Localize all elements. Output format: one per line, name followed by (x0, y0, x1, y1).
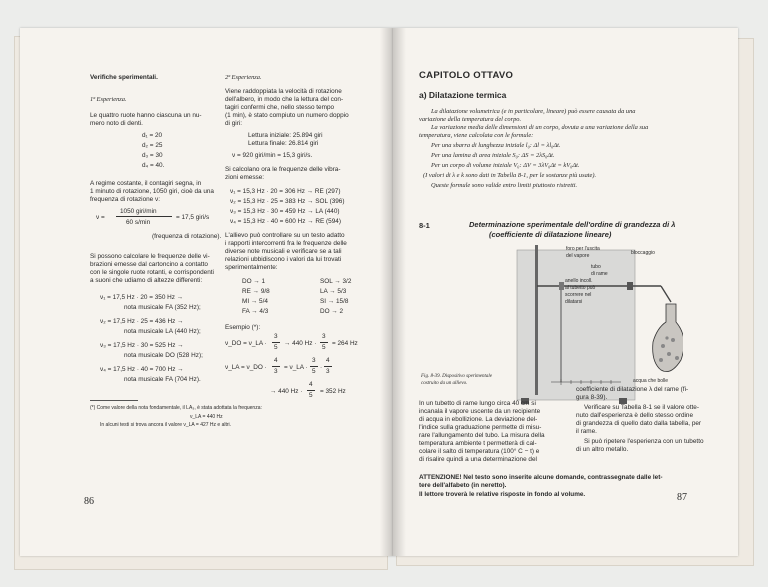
label-bloccaggio: bloccaggio (631, 250, 655, 256)
body-right-7: di un altro metallo. (576, 446, 629, 453)
attention-0: ATTENZIONE! Nel testo sono inserite alcune domande, contrassegnate dalle let- (419, 474, 663, 481)
label-anello-2: al tubetto può (565, 285, 596, 291)
vib-3: a suoni che udiamo di altezze differenti: (90, 277, 203, 284)
exp-title: Determinazione sperimentale dell'ordine di grandezza di λ (469, 220, 676, 229)
teeth-3: d₃ = 30 (142, 152, 163, 159)
vib-0: Si possono calcolare le frequenze delle vi- (90, 253, 210, 260)
label-anello: anello incoll. (565, 278, 593, 284)
ex1-f1-den: 5 (274, 344, 278, 351)
exp-number: 8-1 (419, 221, 430, 230)
para-5: Per una lamina di area iniziale S₀: ΔS = 2λS₀Δt. (431, 152, 555, 159)
body-left-6: colare il salto di temperatura (100° C − t) e (419, 448, 540, 455)
para-7: (I valori di λ e k sono dati in Tabella 8-1, per le sostanze più usate). (423, 172, 597, 179)
freq-3-note: nota musicale DO (528 Hz); (124, 352, 203, 359)
para-6: Per un corpo di volume iniziale V₀: ΔV = 3λV₀Δt = kV₀Δt. (431, 162, 580, 169)
ratio-l-1: DO → 1 (242, 278, 266, 285)
ex2-f1-bar (272, 366, 280, 367)
ex1-f2-num: 3 (322, 333, 326, 340)
ratio-l-2: RE → 9/8 (242, 288, 270, 295)
ex2-f3-num: 4 (326, 357, 330, 364)
allievo-2: diverse note musicali e verificare se a tali (225, 248, 342, 255)
footnote-2: In alcuni testi si trova ancora il valore ν_LA = 427 Hz e altri. (100, 422, 232, 428)
freq2-4: ν₄ = 15,3 Hz · 40 = 600 Hz → RE (594) (230, 218, 341, 225)
page-number-right: 87 (677, 492, 687, 503)
ex2-f2-den: 5 (312, 368, 316, 375)
para-1: variazione della temperatura del corpo. (419, 116, 522, 123)
right-page (393, 28, 738, 556)
body-right-4: di grandezza di quello dato dalla tabella, per (576, 420, 702, 427)
ring (559, 282, 564, 290)
exp2-text-4: di giri: (225, 120, 243, 127)
ex2-f3-den: 3 (326, 368, 330, 375)
body-left-5: temperatura ambiente t permetterà di cal- (419, 440, 537, 447)
esempio-label: Esempio (*): (225, 324, 261, 331)
ratio-r-2: LA → 5/3 (320, 288, 347, 295)
lettura-finale: Lettura finale: 26.814 giri (248, 140, 319, 147)
teeth-2: d₂ = 25 (142, 142, 163, 149)
verifiche-heading: Verifiche sperimentali. (90, 74, 158, 81)
body-right-2: Verificare su Tabella 8-1 se il valore otte- (584, 404, 699, 411)
exp1-title: 1ª Esperienza. (90, 96, 127, 103)
freq2-2: ν₂ = 15,3 Hz · 25 = 383 Hz → SOL (396) (230, 198, 345, 205)
para-2: La variazione media delle dimensioni di un corpo, dovuta a una variazione della sua (431, 124, 649, 131)
body-right-5: il rame. (576, 428, 597, 435)
ex2-f1-den: 3 (274, 368, 278, 375)
chapter-title: CAPITOLO OTTAVO (419, 70, 514, 81)
ex2-mid: = ν_LA · (284, 364, 308, 371)
label-foro: foro per l'uscita (566, 246, 600, 252)
ex2-f3-bar (324, 366, 332, 367)
para-4: Per una sbarra di lunghezza iniziale l₀: Δl = λl₀Δt. (431, 142, 561, 149)
clamp (627, 282, 633, 290)
allievo-1: i rapporti intercorrenti fra le frequenze delle (225, 240, 347, 247)
exp2-text-2: tagiri confermi che, nello stesso tempo (225, 104, 335, 111)
exp2-text-3: (1 min), è stato compiuto un numero doppio (225, 112, 349, 119)
ratio-l-4: FA → 4/3 (242, 308, 269, 315)
ex3-f-bar (307, 390, 315, 391)
freq-2-note: nota musicale LA (440 Hz); (124, 328, 201, 335)
ex1-lhs: ν_DO = ν_LA · (225, 340, 267, 347)
formula-den: 60 s/min (126, 219, 151, 226)
lettura-iniziale: Lettura iniziale: 25.894 giri (248, 132, 323, 139)
body-left-2: di acqua in ebollizione. La deviazione del- (419, 416, 538, 423)
calc-0: Si calcolano ora le frequenze delle vibra- (225, 166, 341, 173)
section-title: a) Dilatazione termica (419, 90, 507, 100)
calc-1: zioni emesse: (225, 174, 265, 181)
body-left-4: rare l'allungamento del tubo. La misura della (419, 432, 545, 439)
board (517, 250, 635, 400)
formula-num: 1050 giri/min (120, 208, 157, 215)
ex2-f2-num: 3 (312, 357, 316, 364)
ex1-res: = 264 Hz (332, 340, 358, 347)
freq-1-note: nota musicale FA (352 Hz); (124, 304, 201, 311)
footnote-rule (90, 400, 138, 401)
ex3-res: = 352 Hz (320, 388, 346, 395)
para-3: temperatura, viene calcolata con le formule: (419, 132, 534, 139)
label-tubo: tubo (591, 264, 601, 270)
footnote-eq: ν_LA = 440 Hz (190, 414, 223, 420)
allievo-3: relazioni ubbidiscono i valori da lui trovati (225, 256, 342, 263)
ex3-f-num: 4 (309, 381, 313, 388)
vib-1: brazioni emesse dal cartoncino a contatto (90, 261, 208, 268)
body-left-1: incanala il vapore uscente da un recipiente (419, 408, 541, 415)
fig-caption-1: costruito da un allievo. (421, 381, 468, 386)
freq-4-note: nota musicale FA (704 Hz). (124, 376, 201, 383)
formula-rhs: = 17,5 giri/s (176, 214, 210, 221)
body-left-7: di risalire quindi a una determinazione del (419, 456, 537, 463)
ratio-r-1: SOL → 3/2 (320, 278, 352, 285)
label-tubo-2: di rame (591, 271, 608, 277)
ex3-f-den: 5 (309, 392, 313, 399)
ex2-dot: · (320, 364, 323, 371)
body-right-1: gura 8-39). (576, 394, 608, 401)
teeth-4: d₄ = 40. (142, 162, 165, 169)
ex2-f2-bar (310, 366, 318, 367)
book-gutter (380, 28, 406, 556)
formula-lhs: ν = (96, 214, 105, 221)
label-acqua: acqua che bolle (633, 378, 669, 384)
attention-2: Il lettore troverà le relative risposte in fondo al volume. (419, 491, 586, 498)
ex2-lhs: ν_LA = ν_DO · (225, 364, 267, 371)
freq-4-eq: ν₄ = 17,5 Hz · 40 = 700 Hz → (100, 366, 184, 373)
body-right-6: Si può ripetere l'esperienza con un tubetto (584, 438, 704, 445)
para-8: Queste formule sono valide entro limiti piuttosto ristretti. (431, 182, 578, 189)
label-anello-3: scorrere nel (565, 292, 592, 298)
body-right-0: coefficiente di dilatazione λ del rame (fi- (576, 386, 689, 393)
exp2-text-0: Viene raddoppiata la velocità di rotazione (225, 88, 342, 95)
ex1-f2-bar (320, 342, 328, 343)
para-0: La dilatazione volumetrica (e in particolare, lineare) può essere causata da una (431, 108, 636, 115)
exp1-intro-1: mero noto di denti. (90, 120, 143, 127)
freq2-3: ν₃ = 15,3 Hz · 30 = 459 Hz → LA (440) (230, 208, 340, 215)
ex1-f1-bar (272, 342, 280, 343)
ex3-mid: → 440 Hz · (270, 388, 303, 395)
ratio-l-3: MI → 5/4 (242, 298, 268, 305)
freq2-1: ν₁ = 15,3 Hz · 20 = 306 Hz → RE (297) (230, 188, 341, 195)
label-foro-2: del vapore (566, 253, 590, 259)
ratio-r-3: SI → 15/8 (320, 298, 349, 305)
ratio-r-4: DO → 2 (320, 308, 344, 315)
regime-2: frequenza di rotazione ν: (90, 196, 160, 203)
ex1-f1-num: 3 (274, 333, 278, 340)
vertical-rod (535, 245, 538, 395)
exp-subtitle: (coefficiente di dilatazione lineare) (489, 230, 612, 239)
formula-caption: (frequenza di rotazione). (152, 233, 222, 240)
label-anello-4: dilatarsi (565, 299, 583, 305)
body-left-3: l'indice sulla graduazione permette di misu- (419, 424, 542, 431)
allievo-0: L'allievo può controllare su un testo adatto (225, 232, 345, 239)
freq-3-eq: ν₃ = 17,5 Hz · 30 = 525 Hz → (100, 342, 184, 349)
formula-bar (116, 216, 172, 217)
regime-0: A regime costante, il contagiri segna, in (90, 180, 202, 187)
left-page (20, 28, 393, 556)
ex1-mid: → 440 Hz · (284, 340, 317, 347)
footnote-1: (*) Come valore della nota fondamentale, il LA₃, è stata adottata la frequenza: (90, 405, 262, 411)
exp2-text-1: dell'albero, in modo che la lettura del con- (225, 96, 344, 103)
body-left-0: In un tubetto di rame lungo circa 40 cm si (419, 400, 536, 407)
regime-1: 1 minuto di rotazione, 1050 giri, cioè da una (90, 188, 214, 195)
tube-bend (661, 286, 671, 302)
teeth-1: d₁ = 20 (142, 132, 163, 139)
attention-1: tere dell'alfabeto (in neretto). (419, 482, 507, 489)
ex2-f1-num: 4 (274, 357, 278, 364)
page-number-left: 86 (84, 496, 94, 507)
nu2: ν = 920 giri/min = 15,3 giri/s. (232, 152, 313, 159)
exp2-title: 2ª Esperienza. (225, 74, 262, 81)
exp1-intro-0: Le quattro ruote hanno ciascuna un nu- (90, 112, 202, 119)
freq-1-eq: ν₁ = 17,5 Hz · 20 = 350 Hz → (100, 294, 184, 301)
vib-2: con le singole ruote rotanti, e corrispondenti (90, 269, 214, 276)
fig-caption-0: Fig. 8-39. Dispositivo sperimentale (421, 374, 492, 379)
freq-2-eq: ν₂ = 17,5 Hz · 25 = 436 Hz → (100, 318, 184, 325)
ex1-f2-den: 5 (322, 344, 326, 351)
allievo-4: sperimentalmente: (225, 264, 278, 271)
body-right-3: nuto dall'esperienza è dello stesso ordine (576, 412, 694, 419)
